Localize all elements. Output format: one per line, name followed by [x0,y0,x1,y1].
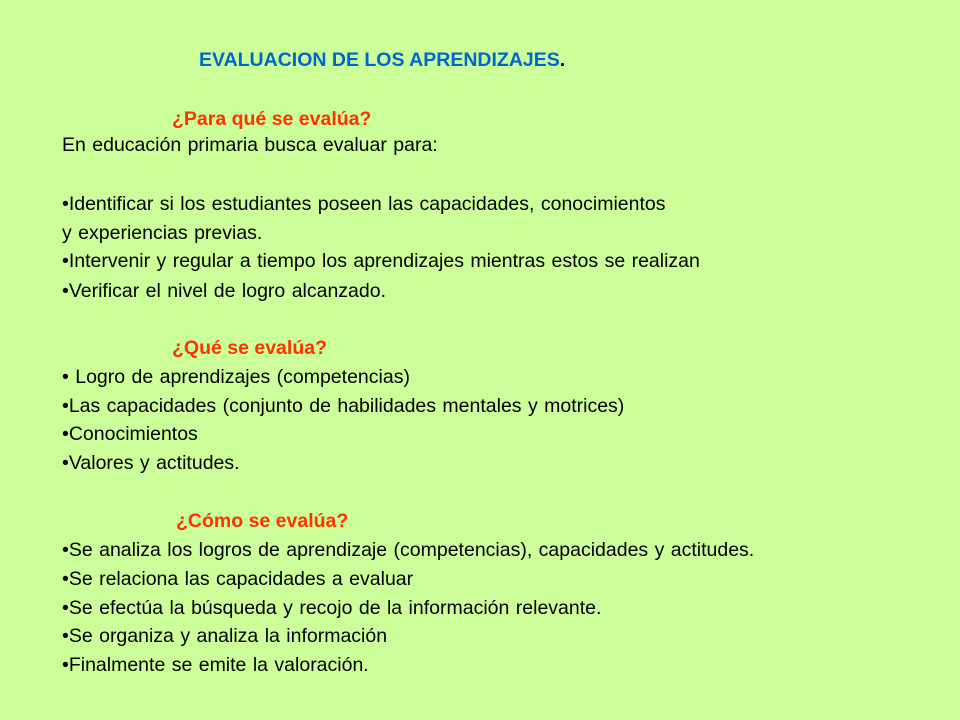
slide-title-text: EVALUACION DE LOS APRENDIZAJES [199,49,560,71]
intro-para-que: En educación primaria busca evaluar para: [62,134,438,156]
list-item: •Se organiza y analiza la información [62,625,388,647]
heading-para-que: ¿Para qué se evalúa? [172,108,372,130]
list-item: •Valores y actitudes. [62,452,240,474]
heading-como: ¿Cómo se evalúa? [176,510,349,532]
list-item: • Logro de aprendizajes (competencias) [62,366,410,388]
list-item: •Finalmente se emite la valoración. [62,654,369,676]
list-item: •Se analiza los logros de aprendizaje (competencias), capacidades y actitudes. [62,539,755,561]
slide-title [199,48,565,72]
list-item: •Verificar el nivel de logro alcanzado. [62,280,387,302]
list-item: •Las capacidades (conjunto de habilidades mentales y motrices) [62,395,625,417]
slide-title-period: . [559,49,566,71]
list-item: •Se relaciona las capacidades a evaluar [62,568,414,590]
list-item: •Identificar si los estudiantes poseen las capacidades, conocimientos [62,193,666,215]
list-item: •Conocimientos [62,423,198,445]
list-item: •Se efectúa la búsqueda y recojo de la información relevante. [62,597,602,619]
list-item: y experiencias previas. [62,222,263,244]
heading-que: ¿Qué se evalúa? [172,337,327,359]
list-item: •Intervenir y regular a tiempo los aprendizajes mientras estos se realizan [62,250,700,272]
